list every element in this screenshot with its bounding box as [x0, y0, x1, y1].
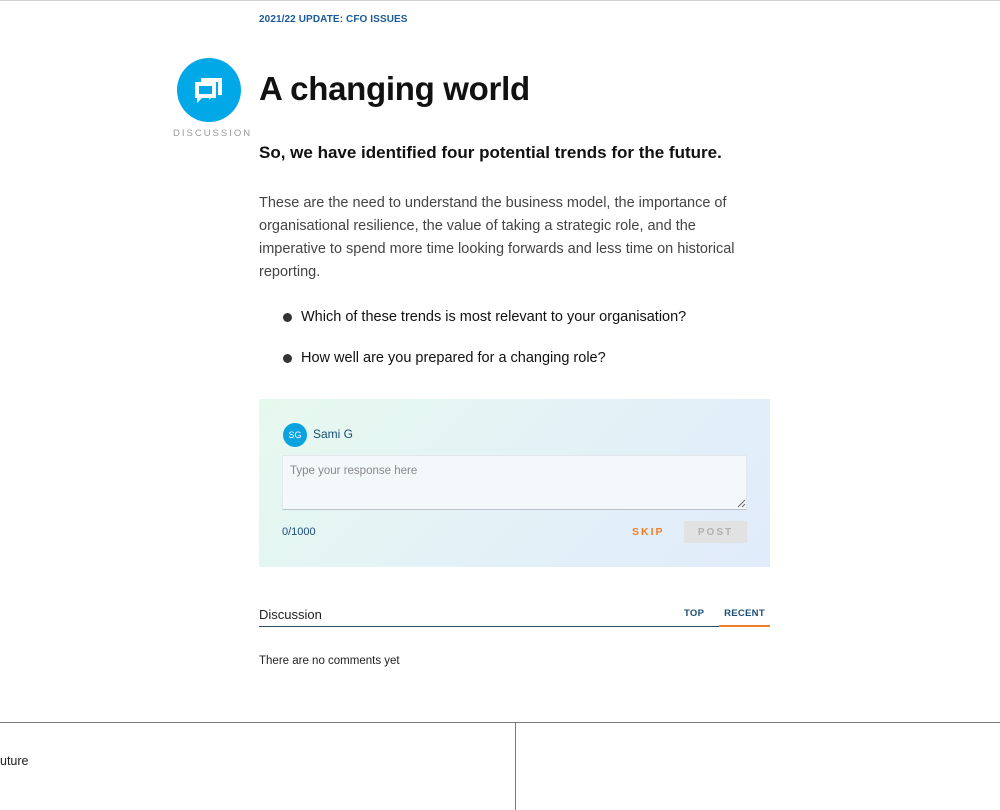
lead-paragraph: So, we have identified four potential trends for the future. [259, 143, 722, 162]
body-paragraph: These are the need to understand the business model, the importance of organisational resilience, the value of taking a strategic role, and the imperative to spend more time looking forwards and less time on historical reporting. [259, 195, 735, 280]
page-title: A changing world [259, 70, 530, 107]
bullet-dot-icon [283, 354, 292, 363]
discussion-badge-circle [177, 58, 241, 122]
character-counter: 0/1000 [282, 526, 316, 538]
question-text: Which of these trends is most relevant to your organisation? [301, 309, 687, 325]
footer-column-divider [515, 722, 516, 810]
resize-grip-icon[interactable] [737, 499, 746, 508]
bullet-dot-icon [283, 313, 292, 322]
breadcrumb[interactable]: 2021/22 UPDATE: CFO ISSUES [259, 14, 408, 25]
empty-comments-message: There are no comments yet [259, 655, 400, 667]
tab-top[interactable]: TOP [684, 608, 705, 619]
post-button[interactable]: POST [684, 521, 747, 543]
avatar: SG [283, 423, 307, 447]
discussion-title: Discussion [259, 607, 322, 622]
discussion-badge-label: DISCUSSION [173, 128, 253, 139]
response-panel [259, 399, 770, 567]
question-list [283, 306, 686, 388]
discussion-bubbles-icon [192, 75, 226, 105]
footer-nav-link[interactable]: uture [0, 754, 29, 768]
tab-recent[interactable]: RECENT [719, 608, 770, 627]
username: Sami G [313, 427, 354, 441]
question-item [283, 347, 686, 388]
top-divider [0, 0, 1000, 1]
question-item [283, 306, 686, 347]
question-text: How well are you prepared for a changing role? [301, 350, 606, 366]
discussion-header [259, 604, 770, 627]
footer-divider [0, 722, 1000, 723]
discussion-badge [172, 58, 254, 139]
skip-button[interactable]: SKIP [632, 526, 665, 538]
response-input[interactable] [282, 455, 747, 510]
